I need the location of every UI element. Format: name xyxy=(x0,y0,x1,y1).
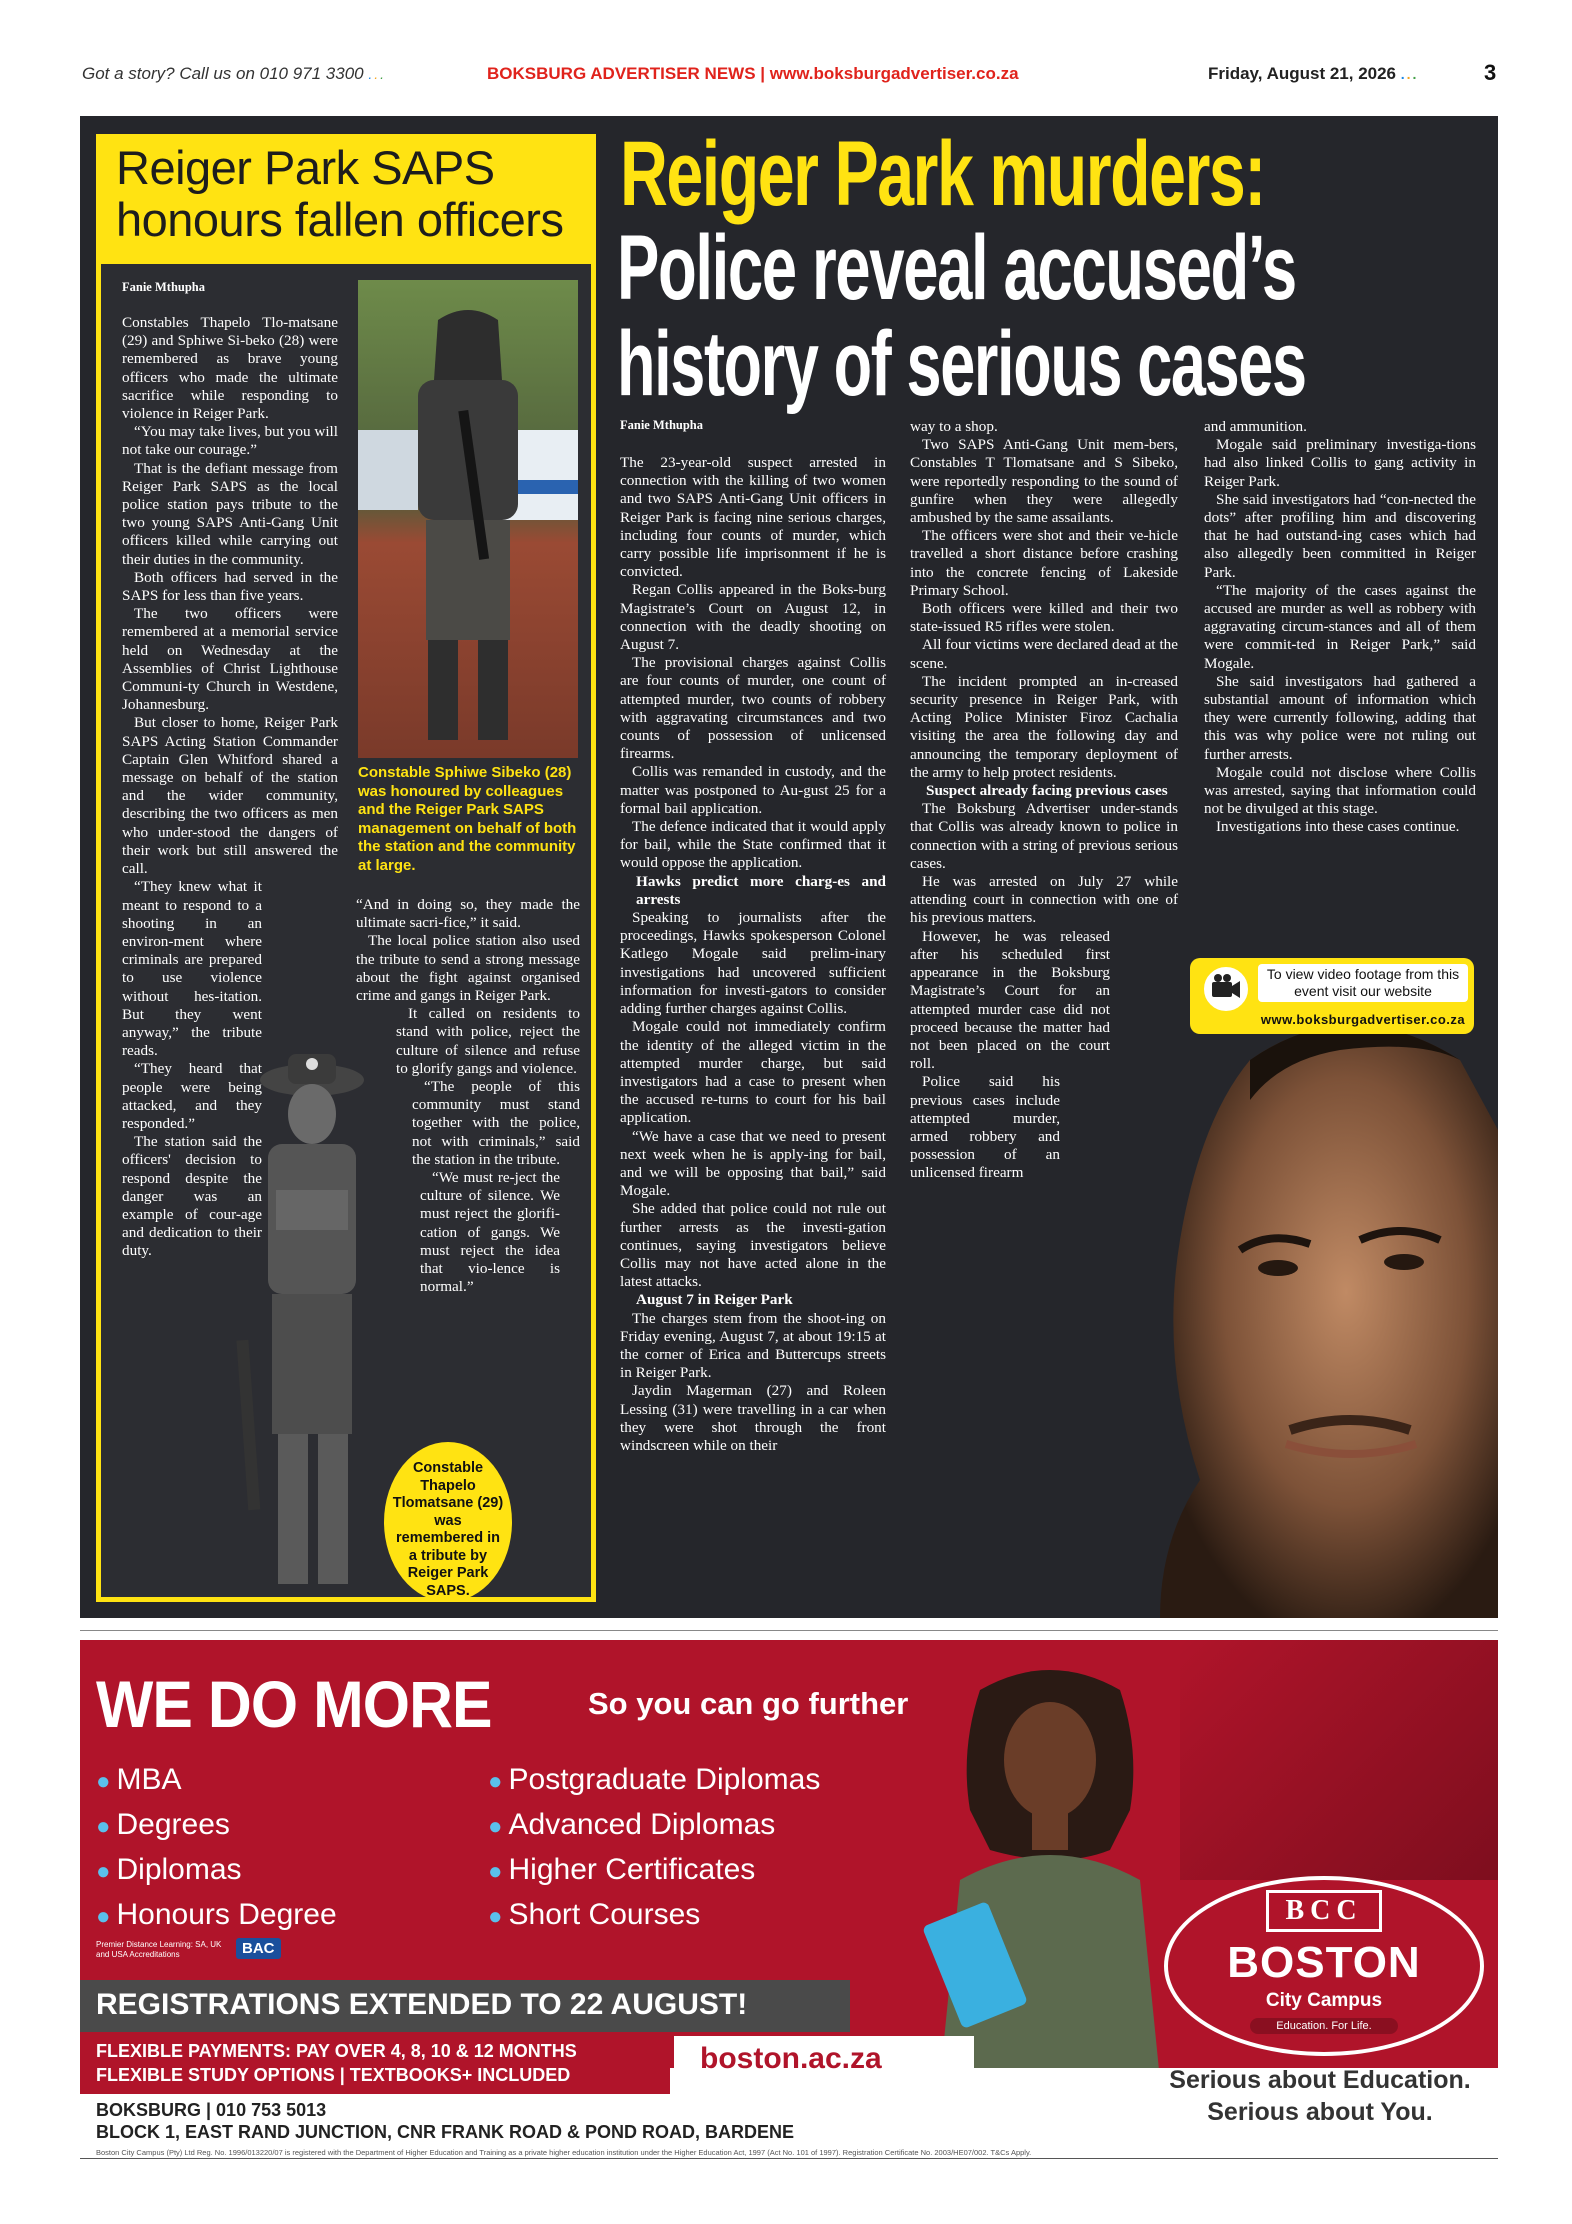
advert-accreditation: Premier Distance Learning: SA, UK and USA Accreditations xyxy=(96,1940,222,1959)
main-headline-line-1: Reiger Park murders: xyxy=(620,123,1265,225)
boston-logo-campus: City Campus xyxy=(1265,1990,1383,2011)
flexible-study: FLEXIBLE STUDY OPTIONS | TEXTBOOKS+ INCLUDED xyxy=(96,2065,571,2085)
sidebar-byline: Fanie Mthupha xyxy=(122,280,206,294)
advert-title: WE DO MORE xyxy=(96,1667,492,1741)
video-promo-text: To view video footage from this event visit our website xyxy=(1258,964,1468,1002)
photo-caption-sibeko: Constable Sphiwe Sibeko (28) was honoured by colleagues and the Reiger Park SAPS management on behalf of both the station and the community at large. xyxy=(358,764,577,874)
bac-logo: BAC xyxy=(236,1938,281,1959)
page-number: 3 xyxy=(1484,60,1497,85)
header-tip-line: Got a story? Call us on 010 971 3300 ... xyxy=(82,64,387,83)
advert-student-photo xyxy=(920,1660,1180,2080)
photo-constable-sibeko xyxy=(358,280,578,758)
divider xyxy=(80,1630,1498,1631)
header-date: Friday, August 21, 2026 ... xyxy=(1208,64,1419,83)
video-camera-icon xyxy=(1202,965,1250,1013)
advert-slogan: Serious about Education. Serious about You. xyxy=(1169,2066,1471,2126)
advert-building-backdrop xyxy=(1180,1640,1498,1880)
list-item: ● Honours Degree xyxy=(96,1898,337,1931)
flexible-payments: FLEXIBLE PAYMENTS: PAY OVER 4, 8, 10 & 12 MONTHS xyxy=(96,2041,577,2061)
advert-phone: BOKSBURG | 010 753 5013 xyxy=(96,2100,327,2120)
advert-subtitle: So you can go further xyxy=(588,1686,909,1721)
list-item: ● Degrees xyxy=(96,1808,230,1841)
video-promo-link[interactable]: www.boksburgadvertiser.co.za xyxy=(1260,1012,1466,1027)
main-headline-line-2: Police reveal accused’s xyxy=(617,217,1296,319)
main-column-1: The 23-year-old suspect arrested in connection with the killing of two women and two SAPS Anti-Gang Unit officers in Reiger Park is facing nine serious charges, including four counts of murder, which carry possible life imprisonment if he is convicted. Regan Collis appeared in the Boks-burg Magistrate’s Court on August 12, in connection with the deadly shooting on August 7. The provisional charges against Collis are four counts of murder, one count of attempted murder, two counts of robbery with aggravating circumstances and two counts of possession of unlicensed firearms. Collis was remanded in custody, and the matter was postponed to Au-gust 25 for a formal bail application. The defence indicated that it would apply for bail, while the State confirmed that it would oppose the application. Hawks predict more charg-es and arrests Speaking to journalists after the proceedings, Hawks spokesperson Colonel Katlego Mogale said prelim-inary investigations had uncovered sufficient information for investi-gators to consider adding further charges against Collis. Mogale could not immediately confirm the identity of the alleged victim in the attempted murder charge, but said investigators had a case to present when the accused re-turns to court for his bail application. “We have a case that we need to present next week when he is apply-ing for bail, and we will be opposing that bail,” said Mogale. She added that police could not rule out further arrests as the investi-gation continues, saying investigators believe Collis may not have acted alone in the latest attacks. August 7 in Reiger Park The charges stem from the shoot-ing on Friday evening, August 7, at about 19:15 at the corner of Erica and Buttercups streets in Reiger Park. Jaydin Magerman (27) and Roleen Lessing (31) were travelling in a car when they were shot through the front windscreen while on their xyxy=(620,454,886,1454)
list-item: ● Advanced Diplomas xyxy=(488,1808,776,1841)
advert-list-left xyxy=(96,1758,337,1938)
bcc-logo: BCC xyxy=(1266,1890,1382,1932)
advert-url[interactable]: boston.ac.za xyxy=(700,2042,882,2075)
advert-list-right xyxy=(488,1758,820,1938)
advert-address: BLOCK 1, EAST RAND JUNCTION, CNR FRANK ROAD & POND ROAD, BARDENE xyxy=(96,2122,795,2142)
main-column-3: and ammunition. Mogale said preliminary investiga-tions had also linked Collis to gang activity in Reiger Park. She said investigators had “con-nected the dots” after profiling him and discovering that he had outstand-ing cases which had also allegedly been committed in Reiger Park. “The majority of the cases against the accused are murder as well as robbery with aggravating circum-stances and all of them were commit-ted in Reiger Park,” said Mogale. She said investigators had gathered a substantial amount of information which they were currently following, adding that this was why police were not ruling out further arrests. Mogale could not disclose where Collis was arrested, saying that information could not be divulged at this stage. Investigations into these cases continue. xyxy=(1204,418,1476,836)
advert-fineprint: Boston City Campus (Pty) Ltd Reg. No. 1996/013220/07 is registered with the Department of Higher Education and Training as a private higher education institution under the Higher Education Act, 1997 (Act No. 101 of 1997). Registration Certificate No. 2003/HE07/002. T&Cs Apply. xyxy=(96,2148,1032,2157)
boston-logo-tagline: Education. For Life. xyxy=(1250,2018,1398,2034)
main-column-2: way to a shop. Two SAPS Anti-Gang Unit mem-bers, Constables T Tlomatsane and S Sibeko, were reportedly responding to the sound of gunfire when they were allegedly ambushed by the same assailants. The officers were shot and their ve-hicle travelled a short distance before crashing into the concrete fencing of Lakeside Primary School. Both officers were killed and their two state-issued R5 rifles were stolen. All four victims were declared dead at the scene. The incident prompted an in-creased security presence in Reiger Park, with Acting Police Minister Firoz Cachalia visiting the area the following day and announcing the temporary deployment of the army to help protect residents. Suspect already facing previous cases The Boksburg Advertiser under-stands that Collis was already known to police in connection with a string of previous serious cases. He was arrested on July 27 while attending court in connection with one of his previous matters. However, he was released after his scheduled first appearance in the Boksburg Magistrate’s Court for an attempted murder case did not proceed because the matter had not been placed on the court roll. Police said his previous cases include attempted murder, armed robbery and possession of an unlicensed firearm xyxy=(910,418,1178,1182)
list-item: ● Diplomas xyxy=(96,1853,242,1886)
list-item: ● Short Courses xyxy=(488,1898,701,1931)
registrations-text: REGISTRATIONS EXTENDED TO 22 AUGUST! xyxy=(96,1988,748,2021)
boston-logo-name: BOSTON xyxy=(1227,1938,1421,1987)
sidebar-title: Reiger Park SAPS honours fallen officers xyxy=(116,141,564,246)
list-item: ● Postgraduate Diplomas xyxy=(488,1763,821,1796)
list-item: ● Higher Certificates xyxy=(488,1853,756,1886)
sidebar-column-1: Constables Thapelo Tlo-matsane (29) and Sphiwe Si-beko (28) were remembered as brave young officers who made the ultimate sacrifice while responding to violence in Reiger Park. “You may take lives, but you will not take our courage.” That is the defiant message from Reiger Park SAPS as the local police station pays tribute to the two young SAPS Anti-Gang Unit officers killed while carrying out their duties in the community. Both officers had served in the SAPS for less than five years. The two officers were remembered at a memorial service held on Wednesday at the Assemblies of Christ Lighthouse Communi-ty Church in Westdene, Johannesburg. But closer to home, Reiger Park SAPS Acting Station Commander Captain Glen Whitford shared a message on behalf of the station and the wider community, describing the two officers as men who under-stood the dangers of their work but still answered the call. “They knew what it meant to respond to a shooting in an environ-ment where criminals are prepared to use violence without hes-itation. But they went anyway,” the tribute reads. “They heard that people were being attacked, and they responded.” The station said the officers' decision to respond despite the danger was an example of cour-age and dedication to their duty. xyxy=(122,314,338,1260)
photo-caption-tlomatsane: Constable Thapelo Tlomatsane (29) was remembered in a tribute by Reiger Park SAPS. xyxy=(392,1460,504,1599)
main-headline-line-3: history of serious cases xyxy=(617,313,1306,415)
sidebar-column-2: “And in doing so, they made the ultimate sacri-fice,” it said. The local police station also used the tribute to send a strong message about the fight against organised crime and gangs in Reiger Park. It called on residents to stand with police, reject the culture of silence and refuse to glorify gangs and violence. “The people of this community must stand together with the police, not with criminals,” said the station in the tribute. “We must re-ject the culture of silence. We must reject the glorifi-cation of gangs. We must reject the idea that vio-lence is normal.” xyxy=(356,896,580,1296)
header-publication: BOKSBURG ADVERTISER NEWS | www.boksburgadvertiser.co.za xyxy=(487,64,1019,83)
advert-border xyxy=(80,2158,1498,2159)
list-item: ● MBA xyxy=(96,1763,182,1796)
main-byline: Fanie Mthupha xyxy=(620,418,704,432)
